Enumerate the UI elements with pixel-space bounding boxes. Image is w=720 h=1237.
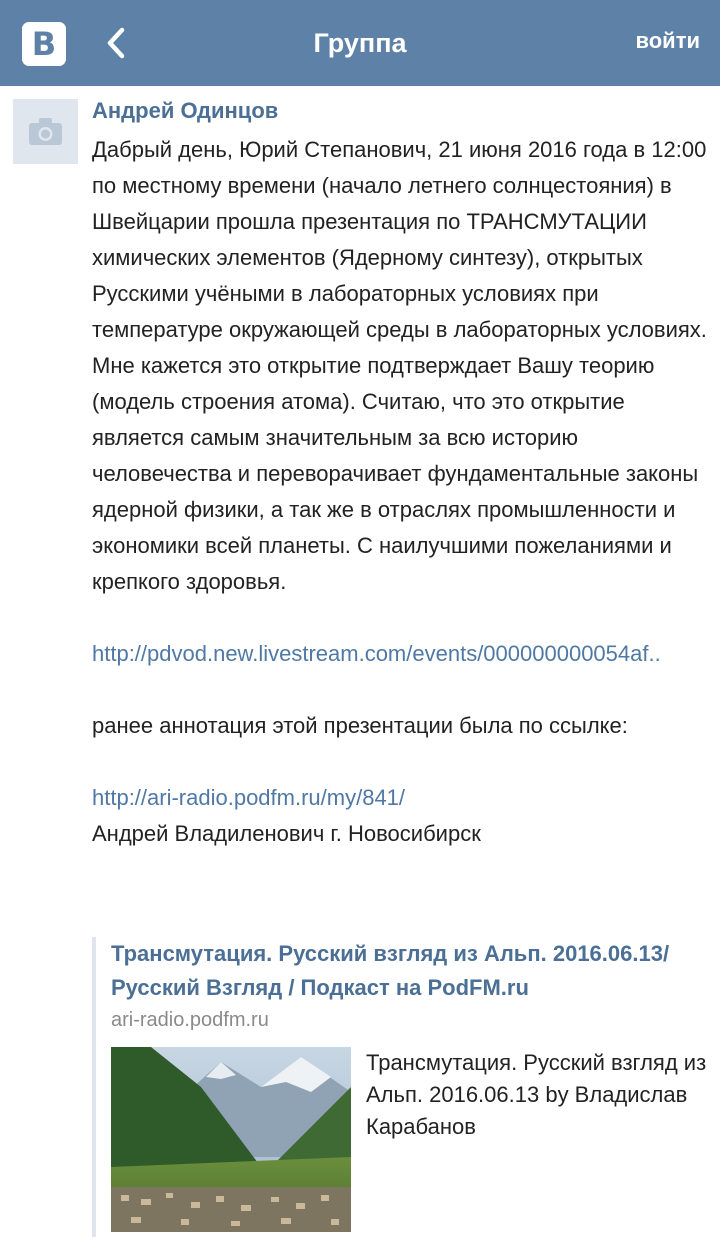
- post-signature: Андрей Владиленович г. Новосибирск: [92, 821, 481, 846]
- camera-icon: [13, 99, 78, 164]
- post-content: [92, 132, 717, 852]
- attachment-thumbnail[interactable]: [111, 1047, 351, 1232]
- annotation-text: ранее аннотация этой презентации была по ссылке:: [92, 713, 628, 738]
- attachment-title[interactable]: Трансмутация. Русский взгляд из Альп. 2016.06.13/ Русский Взгляд / Подкаст на PodFM.ru: [111, 941, 670, 1000]
- post-body: Дабрый день, Юрий Степанович, 21 июня 2016 года в 12:00 по местному времени (начало летнего солнцестояния) в Швейцарии прошла презентация по ТРАНСМУТАЦИИ химических элементов (Ядерному синтезу), открытых Русскими учёными в лабораторных условиях при температуре окружающей среды в лабораторных условиях. Мне кажется это открытие подтверждает Вашу теорию (модель строения атома). Считаю, что это открытие является самым значительным за всю историю человечества и переворачивает фундаментальные законы ядерной физики, а так же в отраслях промышленности и экономики всей планеты. С наилучшими пожеланиями и крепкого здоровья.: [92, 137, 707, 594]
- back-button[interactable]: [100, 24, 136, 62]
- attachment-description: Трансмутация. Русский взгляд из Альп. 2016.06.13 by Владислав Карабанов: [366, 1050, 707, 1139]
- login-button[interactable]: войти: [635, 28, 700, 53]
- link-attachment: [92, 937, 717, 1237]
- avatar[interactable]: [13, 99, 78, 164]
- attachment-domain: ari-radio.podfm.ru: [111, 1009, 269, 1031]
- vk-logo[interactable]: В: [22, 22, 66, 66]
- page-title: Группа: [313, 28, 407, 58]
- chevron-left-icon: [100, 24, 136, 62]
- top-bar: [0, 0, 720, 86]
- podfm-link[interactable]: http://ari-radio.podfm.ru/my/841/: [92, 785, 406, 810]
- post-author[interactable]: Андрей Одинцов: [92, 98, 279, 123]
- livestream-link[interactable]: http://pdvod.new.livestream.com/events/000000000054af..: [92, 641, 661, 666]
